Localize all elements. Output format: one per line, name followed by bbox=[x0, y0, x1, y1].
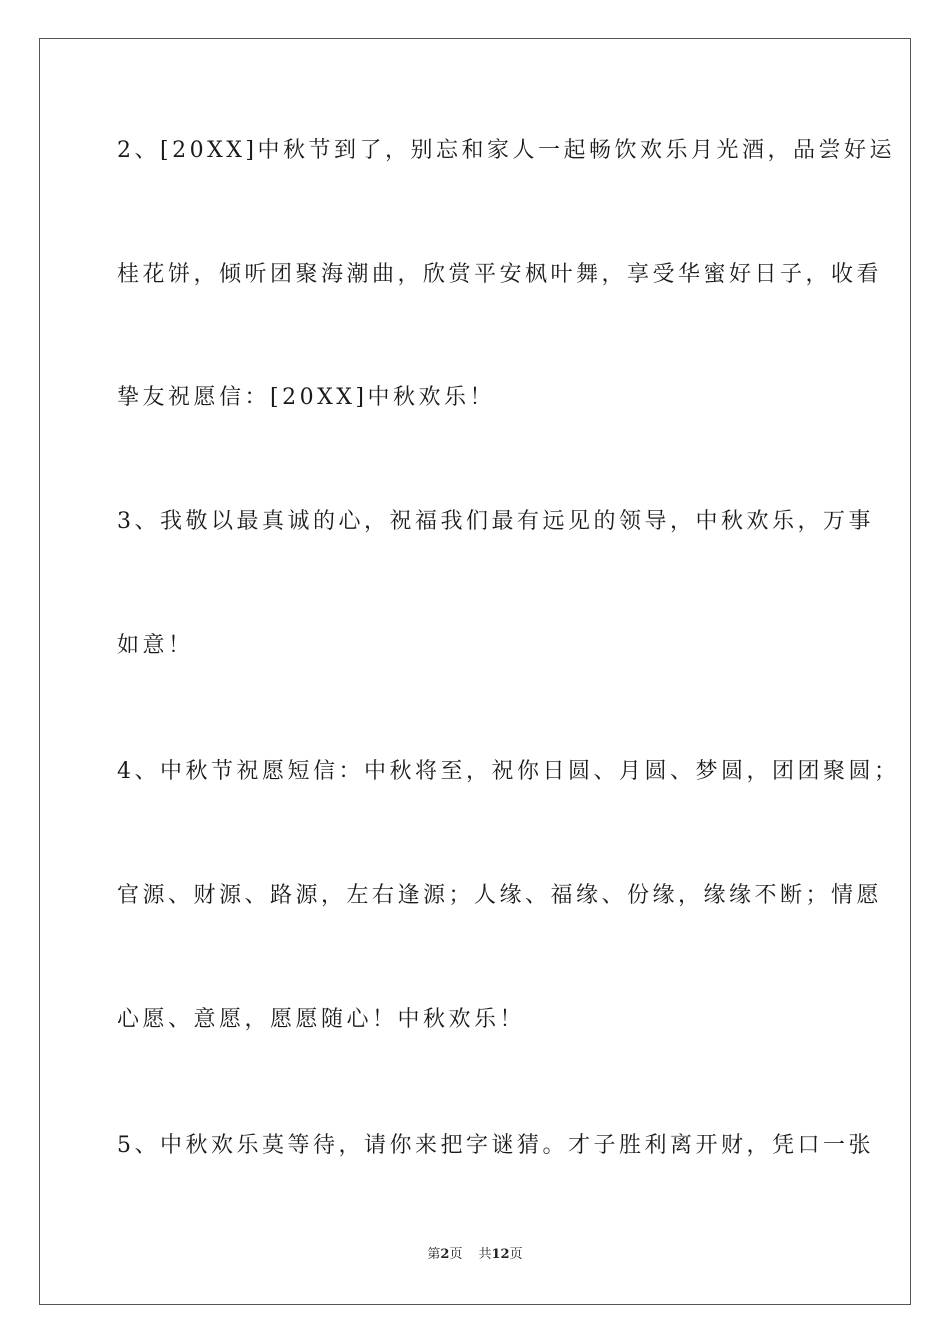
footer-page-number: 2 bbox=[440, 1247, 450, 1262]
page-border bbox=[39, 38, 911, 1305]
page-footer bbox=[0, 1246, 950, 1264]
text-line-4: 3、我敬以最真诚的心，祝福我们最有远见的领导，中秋欢乐，万事 bbox=[117, 509, 874, 534]
text-line-9: 5、中秋欢乐莫等待，请你来把字谜猜。才子胜利离开财，凭口一张 bbox=[117, 1133, 874, 1158]
text-line-6: 4、中秋节祝愿短信：中秋将至，祝你日圆、月圆、梦圆，团团聚圆； bbox=[117, 759, 900, 784]
footer-page-prefix: 第 bbox=[427, 1247, 441, 1262]
footer-page-suffix: 页 bbox=[449, 1247, 463, 1262]
text-line-3: 挚友祝愿信：[20XX]中秋欢乐！ bbox=[117, 385, 495, 410]
text-line-5: 如意！ bbox=[117, 633, 194, 658]
footer-total-prefix: 共 bbox=[478, 1247, 492, 1262]
text-line-2: 桂花饼，倾听团聚海潮曲，欣赏平安枫叶舞，享受华蜜好日子，收看 bbox=[117, 262, 883, 287]
text-line-7: 官源、财源、路源，左右逢源；人缘、福缘、份缘，缘缘不断；情愿 bbox=[117, 883, 883, 908]
footer-total-pages: 12 bbox=[491, 1247, 510, 1262]
footer-total-suffix: 页 bbox=[509, 1247, 523, 1262]
text-line-1: 2、[20XX]中秋节到了，别忘和家人一起畅饮欢乐月光酒，品尝好运 bbox=[117, 138, 895, 163]
text-line-8: 心愿、意愿，愿愿随心！中秋欢乐！ bbox=[117, 1007, 526, 1032]
